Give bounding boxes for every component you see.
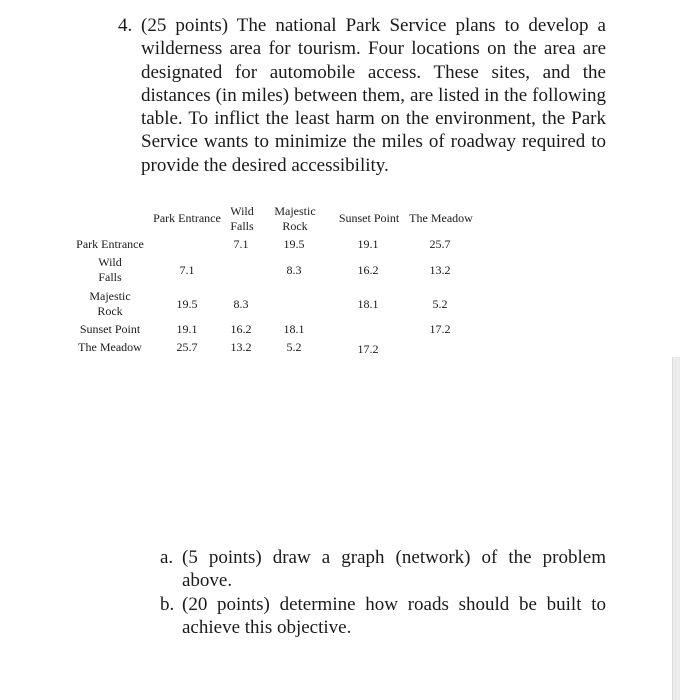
row-label-sunset-point: Sunset Point — [79, 322, 141, 336]
table-cell: 25.7 — [429, 237, 451, 251]
part-b — [160, 593, 606, 640]
table-cell: 7.1 — [233, 237, 249, 251]
table-cell: 5.2 — [432, 297, 448, 311]
col-header-the-meadow: The Meadow — [409, 211, 473, 225]
table-cell: 18.1 — [357, 297, 379, 311]
row-label-majestic-rock: Majestic Rock — [89, 289, 131, 318]
part-a-text: (5 points) draw a graph (network) of the problem above. — [182, 547, 606, 592]
table-cell: 5.2 — [286, 340, 302, 354]
table-cell: 19.1 — [357, 237, 379, 251]
problem-number: 4. — [118, 15, 133, 36]
vertical-scrollbar[interactable] — [672, 357, 680, 700]
table-cell: 16.2 — [230, 322, 252, 336]
table-cell: 8.3 — [233, 297, 249, 311]
table-cell: 17.2 — [429, 322, 451, 336]
table-cell: 13.2 — [230, 340, 252, 354]
part-a-label: a. — [160, 547, 174, 568]
table-cell: 7.1 — [179, 263, 195, 277]
col-header-wild-falls: Wild Falls — [230, 204, 254, 233]
row-label-wild-falls: Wild Falls — [98, 255, 122, 284]
col-header-sunset-point: Sunset Point — [338, 211, 400, 225]
table-cell: 17.2 — [357, 342, 379, 356]
part-b-label: b. — [160, 593, 175, 615]
problem-4 — [118, 14, 606, 177]
table-cell: 18.1 — [283, 322, 305, 336]
col-header-majestic-rock: Majestic Rock — [274, 204, 316, 233]
row-label-the-meadow: The Meadow — [78, 340, 142, 354]
table-cell: 13.2 — [429, 263, 451, 277]
row-label-park-entrance: Park Entrance — [76, 237, 144, 251]
table-cell: 19.1 — [176, 322, 198, 336]
problem-statement: (25 points) The national Park Service plans to develop a wilderness area for tourism. Four locations on the area are designated for automobile access. These sites, and the distances (in miles) between them, are listed in the following table. To inflict the least harm on the environment, the Park Service wants to minimize the miles of roadway required to provide the desired accessibility. — [141, 15, 606, 176]
part-a — [160, 546, 606, 593]
table-cell: 19.5 — [283, 237, 305, 251]
question-parts — [160, 546, 606, 639]
table-cell: 19.5 — [176, 297, 198, 311]
table-cell: 16.2 — [357, 263, 379, 277]
table-cell: 8.3 — [286, 263, 302, 277]
col-header-park-entrance: Park Entrance — [153, 211, 221, 225]
part-b-text: (20 points) determine how roads should be built to achieve this objective. — [182, 593, 606, 638]
table-cell: 25.7 — [176, 340, 198, 354]
